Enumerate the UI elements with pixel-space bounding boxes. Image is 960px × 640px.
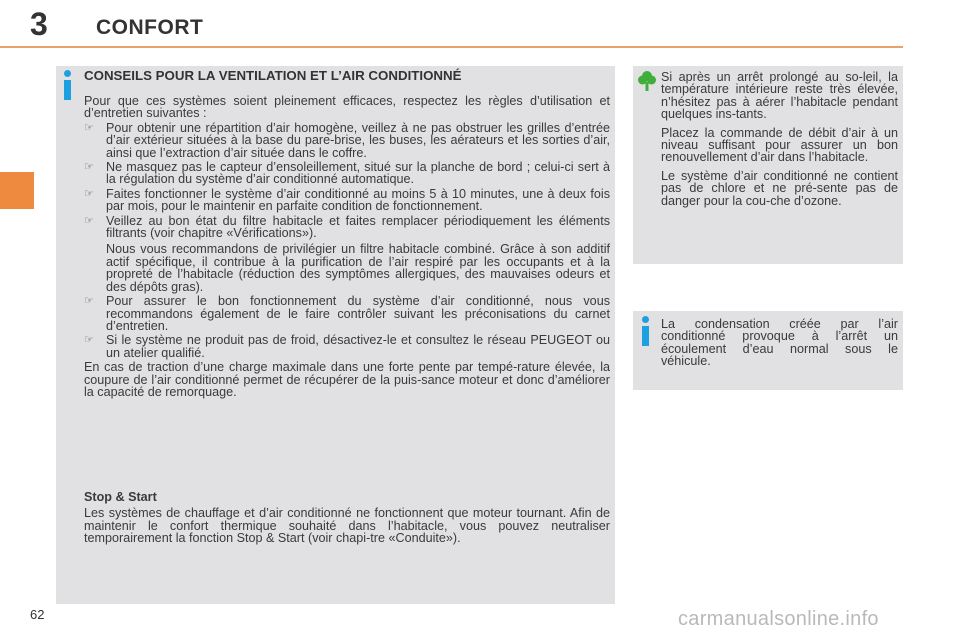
eco-tip-paragraph: Placez la commande de débit d’air à un niveau suffisant pour assurer un bon renouvellement d’air dans l’habitacle. bbox=[661, 125, 898, 165]
info-note-text bbox=[661, 318, 898, 368]
list-item: ☞ Pour obtenir une répartition d’air homogène, veillez à ne pas obstruer les grilles d’entrée d’air extérieur situées à la base du pare-brise, les buses, les aérateurs et les sorties d’air, ainsi que l’extraction d’air située dans le coffre. bbox=[84, 120, 610, 160]
list-item: ☞ Faites fonctionner le système d’air conditionné au moins 5 à 10 minutes, une à deux fois par mois, pour le maintenir en parfaite condition de fonctionnement. bbox=[84, 186, 610, 214]
list-item: ☞ Si le système ne produit pas de froid, désactivez-le et consultez le réseau PEUGEOT ou un atelier qualifié. bbox=[84, 333, 610, 360]
list-item: ☞ Veillez au bon état du filtre habitacle et faites remplacer périodiquement les éléments filtrants (voir chapitre «Vérifications»). Nous vous recommandons de privilégier un filtre habitacle combiné. Grâce à son additif actif spécifique, il contribue à la purification de l’air respiré par les occupants et à la propreté de l’habitacle (réduction des symptômes allergiques, des mauvaises odeurs et des dépôts gras). bbox=[84, 213, 610, 294]
main-text-block bbox=[84, 95, 610, 398]
stop-start-title: Stop & Start bbox=[84, 490, 157, 504]
eco-tips-text bbox=[661, 71, 898, 213]
condensation-note: La condensation créée par l’air conditionné provoque à l’arrêt un écoulement d’eau normal sous le véhicule. bbox=[661, 317, 898, 369]
bullet-continuation: Nous vous recommandons de privilégier un filtre habitacle combiné. Grâce à son additif actif spécifique, il contribue à la purification de l’air respiré par les occupants et à la propreté de l’habitacle (réduction des symptômes allergiques, des mauvaises odeurs et des dépôts gras). bbox=[106, 242, 610, 294]
watermark: carmanualsonline.info bbox=[678, 608, 879, 630]
list-item: ☞ Ne masquez pas le capteur d’ensoleillement, situé sur la planche de bord ; celui-ci sert à la régulation du système d’air conditionné automatique. bbox=[84, 160, 610, 187]
pointing-hand-icon: ☞ bbox=[84, 161, 94, 174]
chapter-number: 3 bbox=[30, 6, 48, 42]
pointing-hand-icon: ☞ bbox=[84, 187, 94, 200]
towing-paragraph: En cas de traction d’une charge maximale dans une forte pente par tempé-rature élevée, la coupure de l’air conditionné permet de récupérer de la puis-sance moteur et donc d’améliorer la capacité de remorquage. bbox=[84, 360, 610, 399]
info-icon bbox=[62, 70, 72, 100]
header-divider bbox=[0, 46, 903, 48]
chapter-side-tab[interactable] bbox=[0, 172, 34, 209]
tree-icon bbox=[638, 70, 656, 92]
stop-start-text: Les systèmes de chauffage et d’air conditionné ne fonctionnent que moteur tournant. Afin de maintenir le confort thermique souhaité dans l’habitacle, vous pouvez neutraliser temporairement la fonction Stop & Start (voir chapi-tre «Conduite»). bbox=[84, 506, 610, 546]
eco-tip-paragraph: Le système d’air conditionné ne contient pas de chlore et ne pré-sente pas de danger pour la cou-che d’ozone. bbox=[661, 168, 898, 208]
eco-tip-paragraph: Si après un arrêt prolongé au so-leil, la température intérieure reste très élevée, n’hésitez pas à aérer l’habitacle pendant quelques ins-tants. bbox=[661, 70, 898, 122]
advice-list bbox=[84, 122, 610, 359]
page-number: 62 bbox=[30, 607, 45, 622]
stop-start-section bbox=[84, 491, 610, 545]
info-icon bbox=[640, 316, 650, 346]
chapter-title: CONFORT bbox=[96, 16, 204, 39]
pointing-hand-icon: ☞ bbox=[84, 334, 94, 347]
content-title: CONSEILS POUR LA VENTILATION ET L’AIR CONDITIONNÉ bbox=[84, 68, 462, 83]
pointing-hand-icon: ☞ bbox=[84, 214, 94, 227]
intro-paragraph: Pour que ces systèmes soient pleinement efficaces, respectez les règles d’utilisation et d’entretien suivantes : bbox=[84, 94, 610, 121]
pointing-hand-icon: ☞ bbox=[84, 295, 94, 308]
list-item: ☞ Pour assurer le bon fonctionnement du système d’air conditionné, nous vous recommandons également de le faire contrôler suivant les préconisations du carnet d’entretien. bbox=[84, 294, 610, 333]
pointing-hand-icon: ☞ bbox=[84, 121, 94, 134]
